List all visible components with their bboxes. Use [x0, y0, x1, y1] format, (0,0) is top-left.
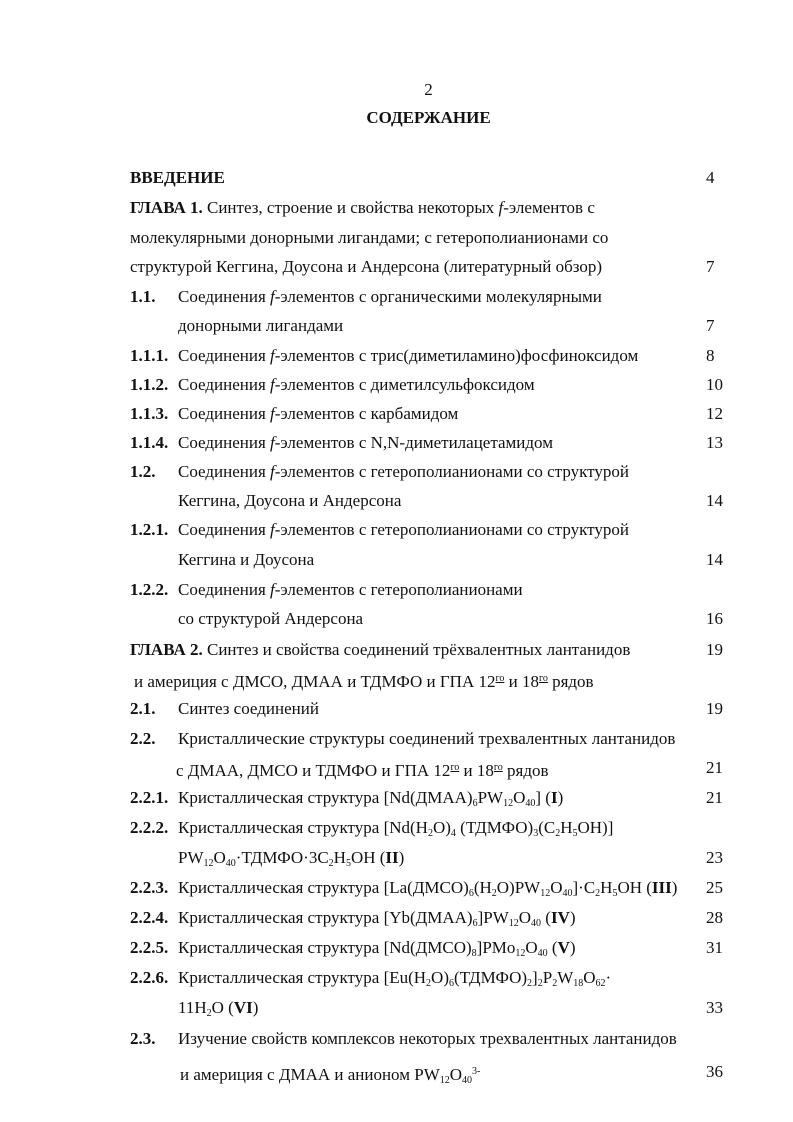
toc-item-2-2-3-page: 25: [706, 878, 723, 897]
f-letter: f: [270, 433, 275, 452]
f-letter: f: [270, 404, 275, 423]
toc-chapter1-page: 7: [706, 257, 715, 276]
item-number: 1.1.1.: [130, 346, 169, 365]
toc-item-2-2-2[interactable]: [130, 818, 613, 844]
item-text-a: Соединения: [178, 580, 266, 599]
toc-item-2-2-5-page: 31: [706, 938, 723, 957]
toc-item-2-2-1[interactable]: [130, 788, 563, 814]
item-number: 1.1.: [130, 287, 156, 306]
chapter2-text2b: и 18: [504, 672, 539, 691]
formula: $[Yb(ДМАА)_6]PW_{12}O_{40}$ (IV): [383, 908, 576, 929]
page-title: СОДЕРЖАНИЕ: [366, 108, 491, 127]
item-number: 2.3.: [130, 1029, 156, 1048]
item-number: 2.2.6.: [130, 968, 169, 987]
item-text: Синтез соединений: [178, 699, 319, 718]
item-text-b: -элементов с трис(диметиламино)фосфиноксидом: [274, 346, 639, 365]
item-text-b: -элементов с органическими молекулярными: [274, 287, 602, 306]
toc-item-2-2-page: 21: [706, 758, 723, 777]
toc-item-1-2-2[interactable]: [130, 580, 523, 600]
toc-item-1-1-4-page: 13: [706, 433, 723, 452]
toc-item-2-2-6-page: 33: [706, 998, 723, 1017]
chapter1-label: ГЛАВА 1.: [130, 198, 203, 217]
toc-item-2-2-4[interactable]: [130, 908, 576, 934]
toc-item-1-2[interactable]: [130, 462, 629, 482]
item-number: 2.2.: [130, 729, 156, 748]
toc-item-1-1-1-page: 8: [706, 346, 715, 365]
item-text-b: -элементов с гетерополианионами со структурой: [274, 520, 629, 539]
toc-chapter2-page: 19: [706, 640, 723, 659]
sup-go: го: [493, 762, 503, 773]
chapter2-label: ГЛАВА 2.: [130, 640, 203, 659]
toc-item-1-2-page: 14: [706, 491, 723, 510]
page-number: 2: [424, 80, 433, 99]
toc-chapter2-line1[interactable]: [130, 640, 630, 660]
item-text-a: Соединения: [178, 287, 266, 306]
item-text: Изучение свойств комплексов некоторых трехвалентных лантанидов: [178, 1029, 677, 1048]
f-letter: f: [270, 580, 275, 599]
toc-item-2-3-cont[interactable]: и америция с ДМАА и анионом $PW_{12}O_{40}^{3-}$: [180, 1065, 481, 1086]
item-text-a: Соединения: [178, 375, 266, 394]
item-text: Кристаллическая структура: [178, 818, 384, 837]
item-text-a: Соединения: [178, 462, 266, 481]
item-text-c2: и 18: [459, 761, 494, 780]
formula: $[Eu(H_2O)_6(ТДМФО)_2]_2P_2W_{18}O_{62}\cdot$: [383, 968, 612, 989]
toc-item-2-2-1-page: 21: [706, 788, 723, 807]
toc-item-1-2-cont[interactable]: Кеггина, Доусона и Андерсона: [178, 491, 402, 510]
toc-chapter2-line2[interactable]: [134, 669, 594, 692]
item-text-c1: с ДМАА, ДМСО и ТДМФО и ГПА 12: [176, 761, 451, 780]
item-text: Кристаллическая структура: [178, 968, 384, 987]
item-number: 1.2.: [130, 462, 156, 481]
chapter2-text1: Синтез и свойства соединений трёхвалентных лантанидов: [207, 640, 631, 659]
toc-item-1-2-2-cont[interactable]: со структурой Андерсона: [178, 609, 364, 628]
toc-item-1-1-3[interactable]: [130, 404, 458, 424]
toc-item-1-1-cont[interactable]: донорными лигандами: [178, 316, 344, 335]
toc-item-2-2-6[interactable]: [130, 968, 611, 994]
f-letter: f: [270, 346, 275, 365]
toc-item-2-3-page: 36: [706, 1062, 723, 1081]
toc-item-1-2-1-cont[interactable]: Кеггина и Доусона: [178, 550, 315, 569]
item-number: 2.2.2.: [130, 818, 169, 837]
item-number: 1.2.2.: [130, 580, 169, 599]
f-letter: f: [270, 375, 275, 394]
toc-item-1-1-3-page: 12: [706, 404, 723, 423]
formula: $[La(ДМСО)_6(H_2O)PW_{12}O_{40}]\cdot C_2H_5OH$ (III): [383, 878, 678, 899]
f-letter: f: [270, 287, 275, 306]
item-text: Кристаллические структуры соединений трехвалентных лантанидов: [178, 729, 676, 748]
toc-chapter1-line1[interactable]: [130, 198, 595, 218]
toc-item-2-1[interactable]: [130, 699, 319, 719]
item-text-b: -элементов с диметилсульфоксидом: [274, 375, 535, 394]
item-text-a: Соединения: [178, 520, 266, 539]
formula: $[Nd(ДМАА)_6PW_{12}O_{40}]$ (I): [383, 788, 564, 809]
toc-item-2-2-6-cont[interactable]: $11H_2O$ (VI): [178, 998, 259, 1019]
item-number: 2.2.5.: [130, 938, 169, 957]
toc-item-1-1-2-page: 10: [706, 375, 723, 394]
item-number: 1.1.3.: [130, 404, 169, 423]
toc-item-1-1-4[interactable]: [130, 433, 553, 453]
item-number: 2.2.3.: [130, 878, 169, 897]
toc-chapter1-line2[interactable]: молекулярными донорными лигандами; с гетерополианионами со: [130, 228, 609, 247]
f-letter: f: [270, 462, 275, 481]
toc-item-1-1[interactable]: [130, 287, 602, 307]
item-number: 2.2.1.: [130, 788, 169, 807]
item-number: 1.1.2.: [130, 375, 169, 394]
item-number: 2.2.4.: [130, 908, 169, 927]
toc-item-1-2-2-page: 16: [706, 609, 723, 628]
toc-item-1-1-page: 7: [706, 316, 715, 335]
item-number: 2.1.: [130, 699, 156, 718]
item-text-b: -элементов с гетерополианионами: [274, 580, 523, 599]
item-number: 1.2.1.: [130, 520, 169, 539]
toc-item-2-2-5[interactable]: [130, 938, 576, 964]
item-text: Кристаллическая структура: [178, 878, 384, 897]
toc-item-1-2-1-page: 14: [706, 550, 723, 569]
item-text-b: -элементов с N,N-диметилацетамидом: [274, 433, 553, 452]
toc-item-2-2[interactable]: [130, 729, 675, 749]
toc-item-2-2-3[interactable]: [130, 878, 677, 904]
toc-item-1-1-2[interactable]: [130, 375, 535, 395]
f-letter: f: [270, 520, 275, 539]
chapter2-text2a: и америция с ДМСО, ДМАА и ТДМФО и ГПА 12: [134, 672, 496, 691]
item-text-a: Соединения: [178, 404, 266, 423]
item-text: Кристаллическая структура: [178, 938, 384, 957]
item-text-b: -элементов с карбамидом: [274, 404, 459, 423]
f-letter: f: [498, 198, 504, 217]
toc-intro-page: 4: [706, 168, 715, 187]
toc-item-2-1-page: 19: [706, 699, 723, 718]
sup-go: го: [495, 673, 505, 684]
toc-item-2-2-2-page: 23: [706, 848, 723, 867]
toc-item-2-2-2-cont[interactable]: $PW_{12}O_{40}\cdot ТДМФО\cdot 3C_2H_5OH$ (II): [178, 848, 405, 869]
item-text: Кристаллическая структура: [178, 908, 384, 927]
toc-chapter1-line3[interactable]: структурой Кеггина, Доусона и Андерсона (литературный обзор): [130, 257, 603, 276]
sup-go: го: [450, 762, 460, 773]
sup-go: го: [538, 673, 548, 684]
formula: [$Nd(H_2O)_4$ $(ТДМФО)_3(C_2H_5OH)$]: [383, 818, 614, 839]
toc-item-2-3[interactable]: [130, 1029, 677, 1049]
toc-item-2-2-cont[interactable]: [176, 758, 549, 781]
item-text-b: -элементов с гетерополианионами со структурой: [274, 462, 629, 481]
item-text-a: Соединения: [178, 433, 266, 452]
chapter2-text2c: рядов: [547, 672, 594, 691]
formula: $[Nd(ДМСО)_8]PMo_{12}O_{40}$ (V): [383, 938, 576, 959]
toc-item-1-1-1[interactable]: [130, 346, 638, 366]
item-number: 1.1.4.: [130, 433, 169, 452]
toc-item-2-2-4-page: 28: [706, 908, 723, 927]
chapter1-text1: Синтез, строение и свойства некоторых: [207, 198, 495, 217]
toc-intro-label[interactable]: ВВЕДЕНИЕ: [130, 168, 225, 187]
item-text-c3: рядов: [502, 761, 549, 780]
item-text: Кристаллическая структура: [178, 788, 384, 807]
item-text-a: Соединения: [178, 346, 266, 365]
toc-item-1-2-1[interactable]: [130, 520, 629, 540]
chapter1-text1b: -элементов с: [503, 198, 595, 217]
